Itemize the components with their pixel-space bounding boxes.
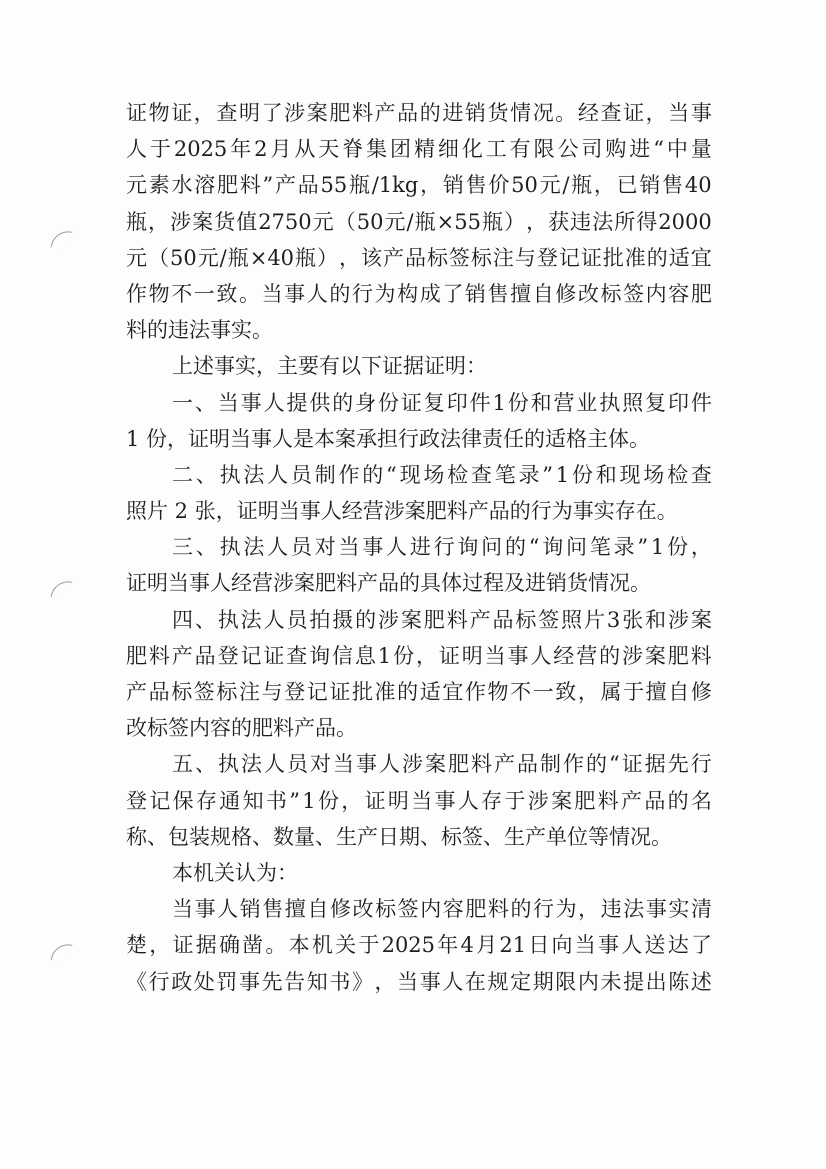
text-line: 产 品 标 签 标 注 与 登 记 证 批 准 的 适 宜 作 物 不 一 致 ， 属 于 擅 自 修	[126, 680, 712, 704]
text-line: 二 、 执 法 人 员 制 作 的 “ 现 场 检 查 笔 录 ” 1 份 和 现 场 检 查	[172, 462, 712, 487]
text-line: 照片 2 张，证明当事人经营涉案肥料产品的行为事实存在。	[126, 499, 678, 524]
text-line: 登 记 保 存 通 知 书 ” 1 份 ， 证 明 当 事 人 存 于 涉 案 肥 料 产 品 的 名	[126, 788, 712, 813]
punch-hole-mark-bottom	[50, 941, 72, 963]
text-line: 元 素 水 溶 肥 料 ” 产 品 55 瓶 /1kg ， 销 售 价 50 元 / 瓶 ， 已 销 售 40	[126, 173, 712, 198]
text-line: 本机关认为：	[172, 860, 298, 885]
text-line: 元 （ 50 元 / 瓶 ×40 瓶 ） ， 该 产 品 标 签 标 注 与 登 记 证 批 准 的 适 宜	[126, 245, 712, 270]
text-line: 证 物 证 ， 查 明 了 涉 案 肥 料 产 品 的 进 销 货 情 况 。 经 查 证 ， 当 事	[126, 101, 712, 125]
text-line: 四 、 执 法 人 员 拍 摄 的 涉 案 肥 料 产 品 标 签 照 片 3 张 和 涉 案	[172, 607, 712, 632]
text-line: 瓶 ， 涉 案 货 值 2750 元 （ 50 元 / 瓶 ×55 瓶 ） ， 获 违 法 所 得 2000	[126, 209, 712, 234]
text-line: 楚 ， 证 据 确 凿 。 本 机 关 于 2025 年 4 月 21 日 向 当 事 人 送 达 了	[126, 933, 712, 958]
text-line: 称、包装规格、数量、生产日期、标签、生产单位等情况。	[126, 824, 672, 849]
text-line: 三 、 执 法 人 员 对 当 事 人 进 行 询 问 的 “ 询 问 笔 录 ” 1 份 ，	[172, 535, 712, 560]
text-line: 五 、 执 法 人 员 对 当 事 人 涉 案 肥 料 产 品 制 作 的 “ 证 据 先 行	[172, 752, 712, 777]
text-line: 人 于 2025 年 2 月 从 天 脊 集 团 精 细 化 工 有 限 公 司 购 进 “ 中 量	[126, 137, 712, 162]
text-line: 1 份，证明当事人是本案承担行政法律责任的适格主体。	[126, 426, 651, 451]
text-line: 料的违法事实。	[126, 318, 273, 343]
text-line: 改标签内容的肥料产品。	[126, 716, 357, 741]
punch-hole-mark-middle	[50, 578, 72, 600]
text-line: 当 事 人 销 售 擅 自 修 改 标 签 内 容 肥 料 的 行 为 ， 违 法 事 实 清	[172, 897, 712, 922]
text-line: 肥 料 产 品 登 记 证 查 询 信 息 1 份 ， 证 明 当 事 人 经 营 的 涉 案 肥 料	[126, 643, 712, 668]
punch-hole-mark-top	[50, 228, 72, 250]
text-line: 《 行 政 处 罚 事 先 告 知 书 》 ， 当 事 人 在 规 定 期 限 内 未 提 出 陈 述	[126, 969, 712, 994]
text-line: 作 物 不 一 致 。 当 事 人 的 行 为 构 成 了 销 售 擅 自 修 改 标 签 内 容 肥	[126, 281, 712, 306]
document-body	[126, 95, 712, 1000]
text-line: 上述事实，主要有以下证据证明：	[172, 354, 487, 379]
text-line: 证明当事人经营涉案肥料产品的具体过程及进销货情况。	[126, 571, 651, 596]
text-line: 一 、 当 事 人 提 供 的 身 份 证 复 印 件 1 份 和 营 业 执 照 复 印 件	[172, 390, 712, 415]
